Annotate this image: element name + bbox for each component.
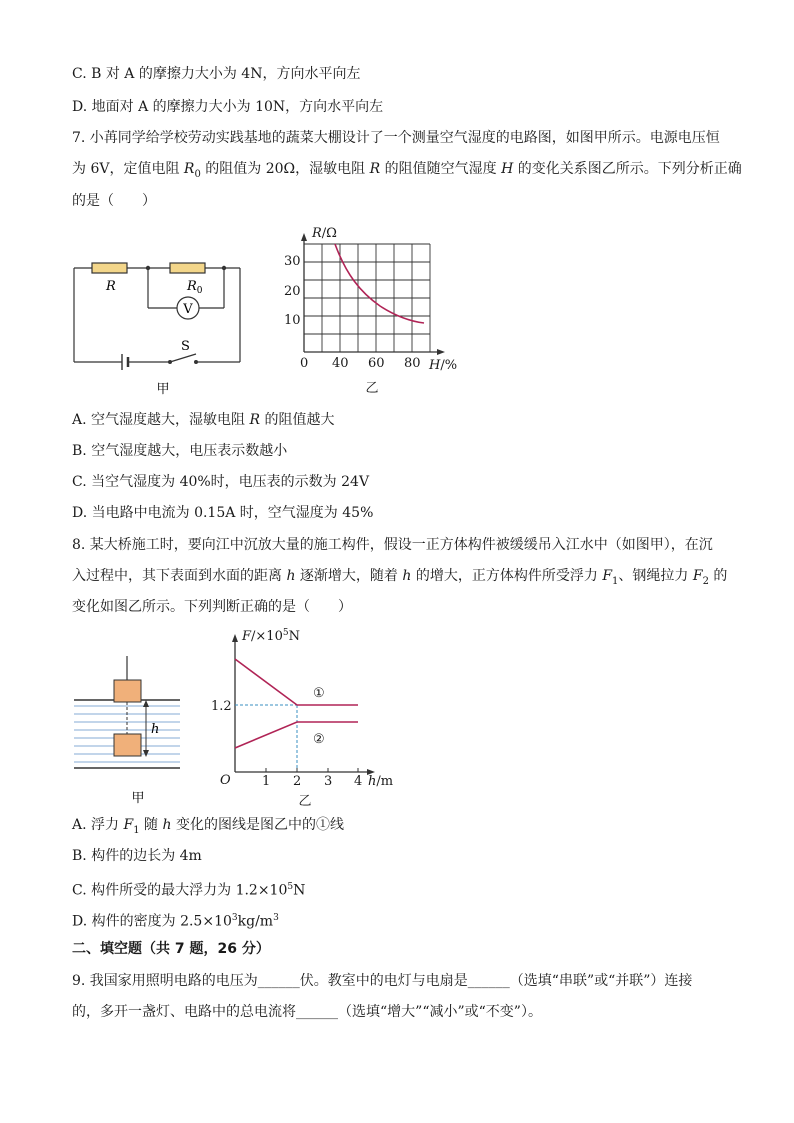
svg-text:1: 1 [262,774,271,789]
q7-option-d: D. 当电路中电流为 0.15A 时，空气湿度为 45% [72,505,374,521]
circuit-diagram [66,238,246,398]
sinking-cube-diagram [70,648,190,808]
svg-text:乙: 乙 [365,381,379,396]
q6-option-c: C. B 对 A 的摩擦力大小为 4N，方向水平向左 [72,66,361,82]
svg-text:R/Ω: R/Ω [312,226,337,241]
q8-stem-line3: 变化如图乙所示。下列判断正确的是（ ） [72,599,352,615]
q7-stem-line1: 7. 小苒同学给学校劳动实践基地的蔬菜大棚设计了一个测量空气湿度的电路图，如图甲所示。电源电压恒 [72,130,720,146]
svg-text:60: 60 [368,356,385,371]
q9-line2: 的，多开一盏灯、电路中的总电流将______（选填“增大”“减小”或“不变”）。 [72,1004,542,1020]
q8-stem-line2: 入过程中，其下表面到水面的距离 h 逐渐增大，随着 h 的增大，正方体构件所受浮力 $F_1$、钢绳拉力 $F_2$ 的 [72,568,728,587]
svg-text:H/%: H/% [429,358,458,373]
svg-text:0: 0 [300,356,309,371]
svg-text:30: 30 [284,254,301,269]
svg-text:甲: 甲 [131,791,145,806]
q7-stem-line3: 的是（ ） [72,193,156,209]
q7-stem-line2: 为 6V，定值电阻 $R_0$ 的阻值为 20Ω，湿敏电阻 R 的阻值随空气湿度 H 的变化关系图乙所示。下列分析正确 [72,161,742,180]
svg-text:②: ② [313,732,325,747]
svg-text:甲: 甲 [156,382,170,397]
humidity-resistance-chart [282,220,467,400]
svg-text:2: 2 [293,774,302,789]
svg-text:4: 4 [354,774,363,789]
svg-text:10: 10 [284,313,301,328]
q7-option-a: A. 空气湿度越大，湿敏电阻 R 的阻值越大 [72,412,335,428]
svg-text:R0: $R_0$ [187,279,203,296]
svg-text:F/×105N: $F/\times 10^5N$ [242,628,300,644]
force-depth-chart [208,625,408,815]
svg-text:80: 80 [404,356,421,371]
svg-text:S: S [181,339,190,354]
q8-option-d: D. 构件的密度为 $2.5\times 10^3kg/m^3$ [72,913,279,930]
svg-text:R: R [106,279,116,294]
q8-stem-line1: 8. 某大桥施工时，要向江中沉放大量的施工构件，假设一正方体构件被缓缓吊入江水中（如图甲），在沉 [72,537,713,553]
q7-option-b: B. 空气湿度越大，电压表示数越小 [72,443,288,459]
svg-text:3: 3 [324,774,333,789]
svg-text:h: h [151,722,160,737]
svg-text:h/m: h/m [368,774,394,789]
q8-option-b: B. 构件的边长为 4m [72,848,202,864]
svg-text:40: 40 [332,356,349,371]
svg-text:V: V [183,302,193,317]
svg-text:O: O [220,773,231,788]
q8-option-a: A. 浮力 $F_1$ 随 h 变化的图线是图乙中的①线 [72,817,344,836]
svg-text:20: 20 [284,284,301,299]
section-heading: 二、填空题（共 7 题，26 分） [72,941,270,957]
q7-option-c: C. 当空气湿度为 40%时，电压表的示数为 24V [72,474,370,490]
svg-text:1.2: 1.2 [211,699,232,714]
q8-option-c: C. 构件所受的最大浮力为 $1.2\times 10^5N$ [72,882,306,899]
q6-option-d: D. 地面对 A 的摩擦力大小为 10N，方向水平向左 [72,99,384,115]
q9-line1: 9. 我国家用照明电路的电压为______伏。教室中的电灯与电扇是______（选填“串联”或“并联”）连接 [72,973,693,989]
svg-text:①: ① [313,686,325,701]
svg-text:乙: 乙 [298,794,312,809]
